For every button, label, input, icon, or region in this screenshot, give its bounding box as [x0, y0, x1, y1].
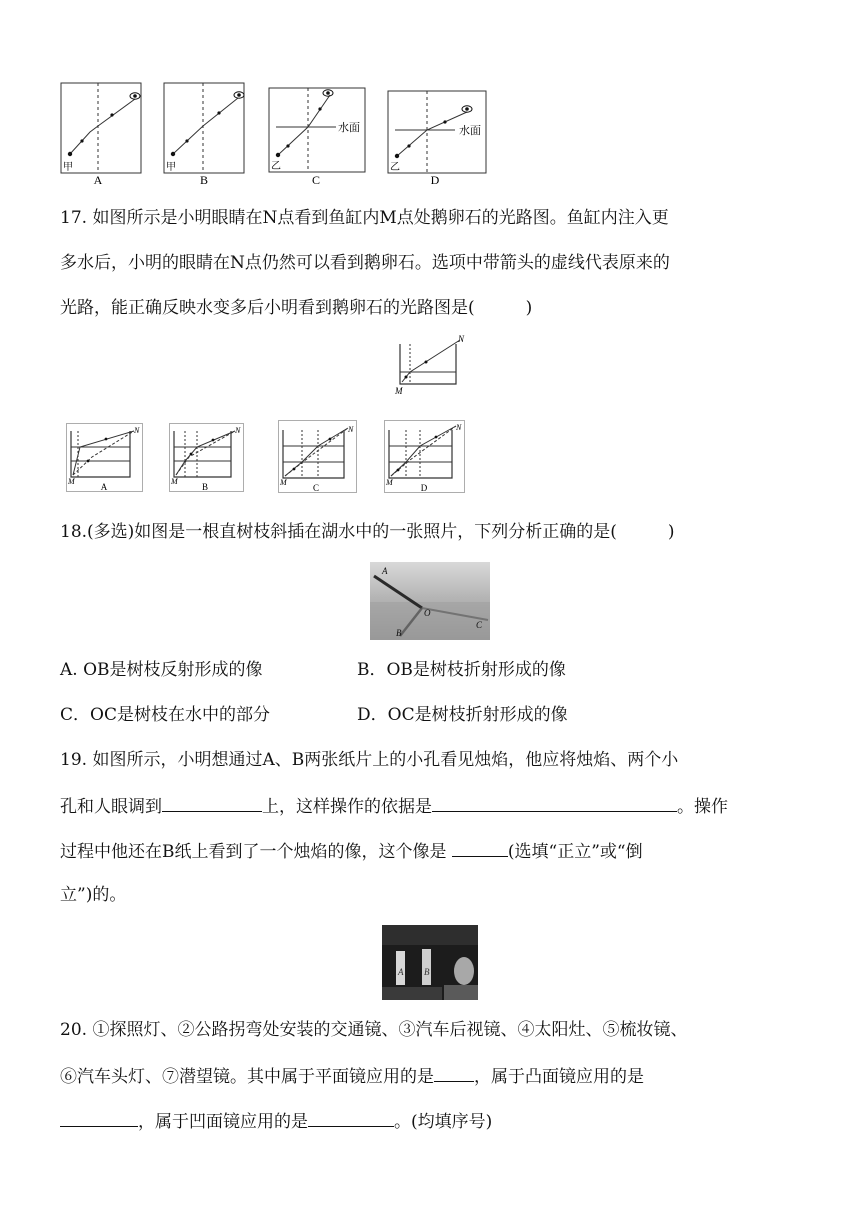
svg-text:B: B — [424, 967, 430, 977]
question-19-line-2: 孔和人眼调到 上，这样操作的依据是 。操作 — [60, 794, 728, 818]
q18-branch-photo — [370, 562, 490, 640]
eye-icon — [130, 93, 140, 99]
q17-main-figure — [392, 334, 468, 400]
question-20-line-1: 20. ①探照灯、②公路拐弯处安装的交通镜、③汽车后视镜、④太阳灶、⑤梳妆镜、 — [60, 1020, 688, 1040]
top-figure-option-b — [163, 82, 247, 186]
svg-text:M: M — [171, 477, 178, 486]
question-18-stem: 18.(多选)如图是一根直树枝斜插在湖水中的一张照片，下列分析正确的是( ) — [60, 522, 675, 542]
svg-text:N: N — [348, 425, 354, 434]
svg-text:O: O — [424, 608, 431, 618]
point-m-label: M — [395, 386, 403, 396]
option-letter: C — [312, 483, 320, 493]
option-letter: A — [93, 173, 103, 186]
question-19-line-1: 19. 如图所示，小明想通过A、B两张纸片上的小孔看见烛焰，他应将烛焰、两个小 — [60, 750, 679, 770]
point-n-label: N — [458, 334, 465, 344]
svg-text:M: M — [280, 478, 287, 487]
option-letter: B — [199, 173, 209, 186]
svg-text:M: M — [68, 477, 75, 486]
question-20-line-2: ⑥汽车头灯、⑦潜望镜。其中属于平面镜应用的是 ，属于凸面镜应用的是 — [60, 1064, 644, 1088]
q18-option-d: D．OC是树枝折射形成的像 — [357, 705, 568, 725]
water-surface-label: 水面 — [338, 122, 360, 134]
corner-label: 乙 — [390, 162, 400, 173]
option-letter: A — [100, 482, 108, 492]
eye-icon — [234, 92, 244, 98]
eye-icon — [323, 90, 333, 96]
q17-option-b-figure — [169, 423, 245, 493]
option-letter: D — [420, 483, 428, 493]
q17-option-a-figure — [66, 423, 144, 493]
svg-text:A: A — [382, 566, 388, 576]
svg-text:N: N — [134, 426, 140, 435]
svg-text:M: M — [386, 478, 393, 487]
q18-option-a: A. OB是树枝反射形成的像 — [60, 660, 263, 680]
q18-option-c: C．OC是树枝在水中的部分 — [60, 705, 270, 725]
option-letter: B — [201, 482, 209, 492]
svg-text:B: B — [396, 628, 402, 638]
answer-blank-3[interactable] — [452, 839, 508, 857]
answer-blank-2[interactable] — [432, 794, 677, 812]
water-surface-label: 水面 — [459, 125, 481, 137]
question-17-line-3: 光路，能正确反映水变多后小明看到鹅卵石的光路图是( ) — [60, 298, 533, 318]
svg-text:C: C — [476, 620, 483, 630]
corner-label: 甲 — [166, 162, 176, 173]
eye-icon — [462, 106, 472, 112]
question-19-line-3: 过程中他还在B纸上看到了一个烛焰的像，这个像是 (选填“正立”或“倒 — [60, 839, 643, 863]
svg-text:N: N — [235, 426, 241, 435]
q17-option-c-figure — [278, 420, 358, 494]
top-figure-option-a — [60, 82, 144, 186]
svg-text:A: A — [398, 967, 404, 977]
q17-option-d-figure — [384, 420, 466, 494]
question-17-line-2: 多水后，小明的眼睛在N点仍然可以看到鹅卵石。选项中带箭头的虚线代表原来的 — [60, 253, 670, 273]
top-figure-option-c — [268, 87, 368, 186]
corner-label: 乙 — [271, 161, 281, 172]
corner-label: 甲 — [63, 162, 73, 173]
option-letter: C — [311, 173, 321, 186]
answer-blank-plane-mirror[interactable] — [434, 1064, 474, 1082]
answer-blank-1[interactable] — [162, 794, 262, 812]
question-20-line-3: ，属于凹面镜应用的是 。(均填序号) — [60, 1109, 492, 1133]
top-figure-option-d — [387, 90, 489, 186]
question-19-line-4: 立”)的。 — [60, 885, 127, 905]
answer-blank-concave-mirror[interactable] — [308, 1109, 394, 1127]
q18-option-b: B．OB是树枝折射形成的像 — [357, 660, 566, 680]
q19-candle-photo — [382, 925, 478, 1000]
answer-blank-convex-mirror[interactable] — [60, 1109, 138, 1127]
option-letter: D — [430, 173, 440, 186]
question-17-line-1: 17. 如图所示是小明眼睛在N点看到鱼缸内M点处鹅卵石的光路图。鱼缸内注入更 — [60, 208, 669, 228]
svg-text:N: N — [456, 423, 462, 432]
